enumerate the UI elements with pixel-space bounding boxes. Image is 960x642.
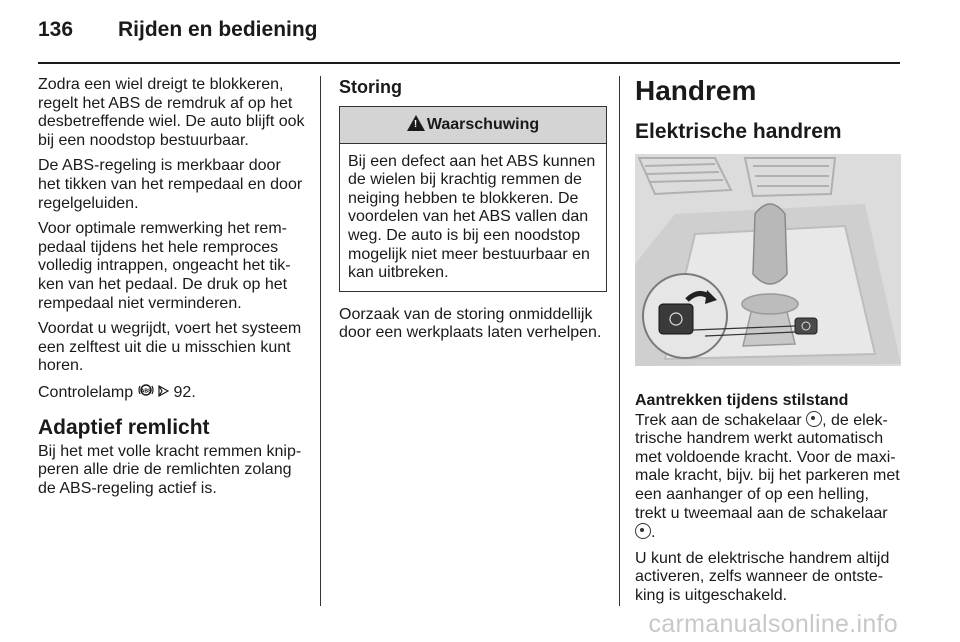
warning-text: Bij een defect aan het ABS kunnen de wielen bij krachtig remmen de neiging hebben te blokkeren. De voordelen van het ABS vallen dan weg. De auto is bij een noodstop mogelijk niet meer bestuurbaar en kan uitbreken. [348,152,596,282]
watermark: carmanualsonline.info [648,610,898,638]
column-2 [339,76,607,350]
handbrake-illustration [635,154,901,366]
electric-handbrake-subtitle: Elektrische handrem [635,120,842,143]
parking-brake-icon [635,523,651,539]
apply-text-part-1: Trek aan de schakelaar [635,411,802,429]
control-lamp-ref: 92. [173,383,196,401]
page-number: 136 [38,18,74,41]
apply-stationary-heading: Aantrekken tijdens stilstand [635,392,849,409]
warning-triangle-icon: ! [407,115,425,131]
adaptive-brakelight-text: Bij het met volle kracht remmen knip- peren alle drie de remlichten zolang de ABS-regeling actief is. [38,442,302,497]
warning-title: Waarschuwing [426,116,540,133]
warning-header [340,107,606,144]
abs-paragraph-4: Voordat u wegrijdt, voert het systeem een zelftest uit die u misschien kunt horen. [38,320,302,375]
column-divider [320,76,321,606]
apply-stationary-text [635,411,903,543]
svg-text:ABS: ABS [140,388,151,395]
abs-paragraph-2: De ABS-regeling is merkbaar door het tikken van het rempedaal en door regelgeluiden. [38,157,303,212]
column-1 [38,76,306,505]
chapter-title: Rijden en bediening [118,18,318,41]
column-divider [619,76,620,606]
abs-lamp-icon [138,383,154,402]
header-rule [38,62,900,64]
warning-box [339,106,607,292]
page-reference-icon [158,383,169,402]
malfunction-title: Storing [339,77,402,97]
apply-text-part-2: , de elek- trische handrem werkt automatisch met voldoende kracht. Voor de maxi- male kracht, bijv. bij het parkeren met een aanhanger of op een helling, trekt u tweemaal aan de schakelaar [635,411,900,522]
column-3 [635,76,903,613]
control-lamp-label: Controlelamp [38,383,134,401]
handbrake-title: Handrem [635,75,757,106]
warning-body [340,144,606,291]
control-lamp-line [38,383,306,403]
abs-paragraph-1: Zodra een wiel dreigt te blokkeren, regelt het ABS de remdruk af op het desbetreffende wiel. De auto blijft ook bij een noodstop bestuurbaar. [38,76,305,149]
adaptive-brakelight-title: Adaptief remlicht [38,415,210,439]
parking-brake-icon [806,411,822,427]
activate-anytime-text: U kunt de elektrische handrem altijd activeren, zelfs wanneer de ontste- king is uitgeschakeld. [635,549,890,604]
malfunction-text: Oorzaak van de storing onmiddellijk door een werkplaats laten verhelpen. [339,305,602,342]
abs-paragraph-3: Voor optimale remwerking het rem- pedaal tijdens het hele remproces volledig intrappen, ongeacht het tik- ken van het pedaal. De druk op het rempedaal niet verminderen. [38,220,291,312]
page-header [38,18,898,48]
apply-text-part-3: . [651,524,656,542]
